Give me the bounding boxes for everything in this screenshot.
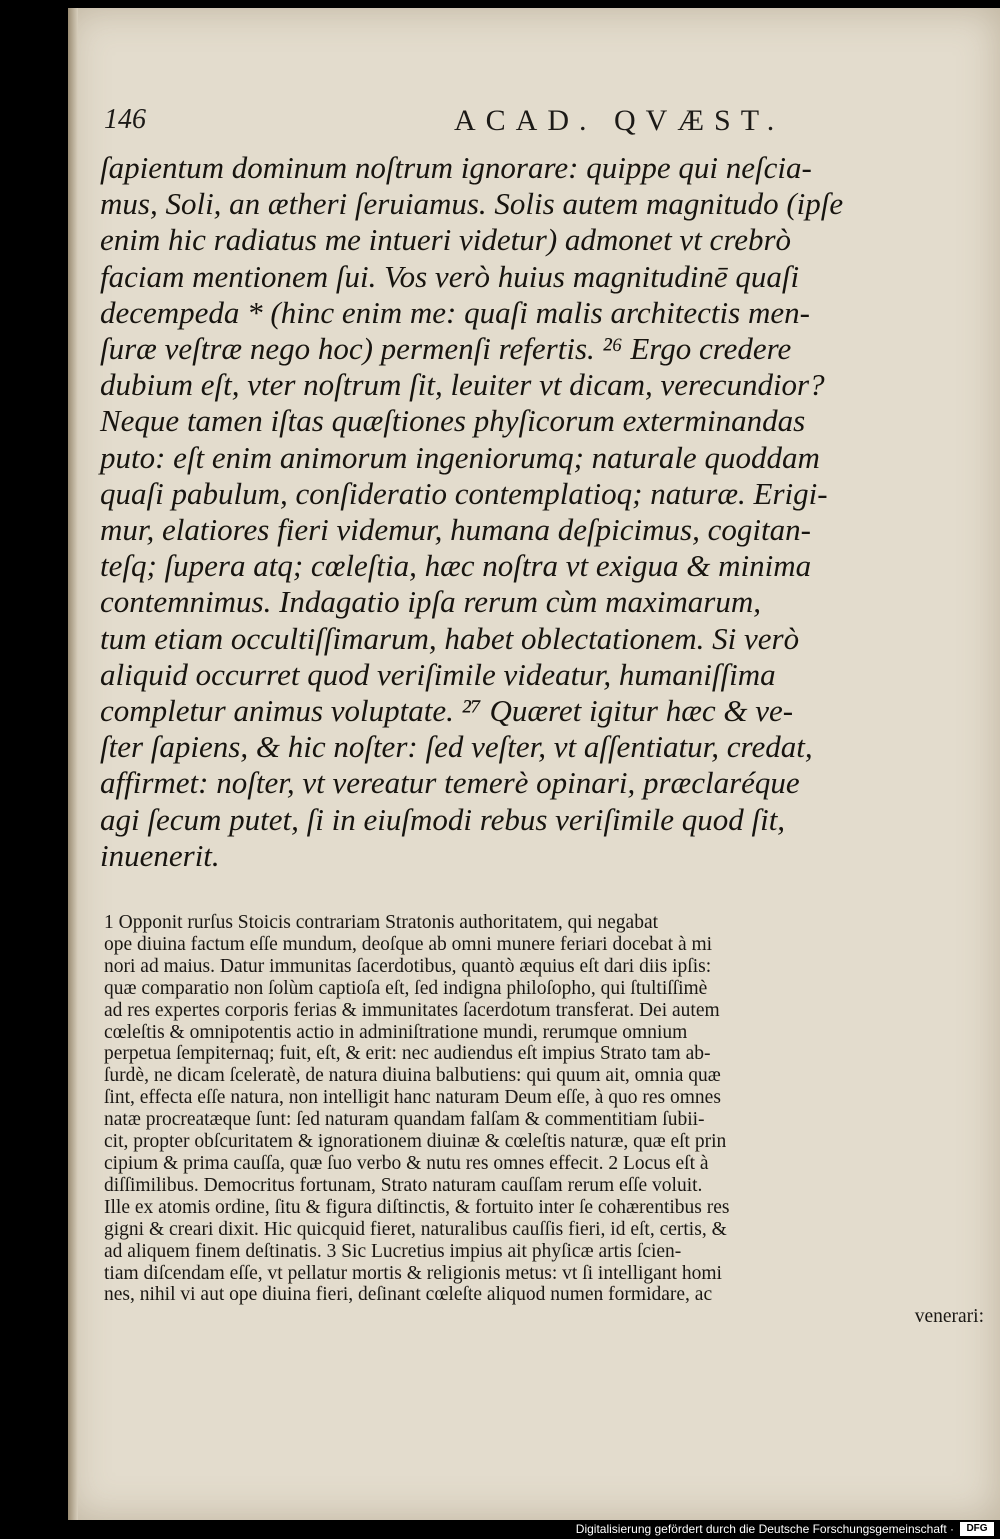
text-line: inuenerit. (100, 837, 220, 873)
main-text (100, 150, 980, 874)
text-line: ſuræ veſtræ nego hoc) permenſi refertis. ²⁶ Ergo credere (100, 331, 792, 367)
note-line: cipium & prima cauſſa, quæ ſuo verbo & nutu res omnes effecit. 2 Locus eſt à (104, 1152, 709, 1174)
page-edge (68, 8, 78, 1520)
text-line: faciam mentionem ſui. Vos verò huius magnitudinē quaſi (100, 258, 800, 294)
text-line: completur animus voluptate. ²⁷ Quæret igitur hæc & ve- (100, 693, 794, 729)
text-line: Neque tamen iſtas quæſtiones phyſicorum exterminandas (100, 403, 806, 439)
running-head: ACAD. QVÆST. (454, 104, 785, 137)
note-line: cœleſtis & omnipotentis actio in adminiſtratione mundi, rerumque omnium (104, 1021, 688, 1043)
text-line: mur, elatiores fieri videmur, humana deſpicimus, cogitan- (100, 512, 811, 548)
page-header (104, 104, 824, 144)
dfg-logo: DFG (960, 1522, 994, 1536)
funding-credit: Digitalisierung gefördert durch die Deutsche Forschungsgemeinschaft · (575, 1522, 954, 1536)
commentary-notes (104, 912, 984, 1328)
note-line: ſurdè, ne dicam ſceleratè, de natura diuina balbutiens: qui quum ait, omnia quæ (104, 1065, 721, 1087)
text-line: teſq; ſupera atq; cœleſtia, hæc noſtra vt exigua & minima (100, 548, 812, 584)
text-line: ſter ſapiens, & hic noſter: ſed veſter, vt aſſentiatur, credat, (100, 729, 813, 765)
page-number: 146 (104, 104, 146, 135)
note-line: ad res expertes corporis ferias & immunitates ſacerdotum transferat. Dei autem (104, 999, 720, 1021)
note-line: nori ad maius. Datur immunitas ſacerdotibus, quantò æquius eſt dari diis ipſis: (104, 955, 712, 977)
digitization-footer (0, 1520, 1000, 1539)
text-line: agi ſecum putet, ſi in eiuſmodi rebus veriſimile quod ſit, (100, 801, 786, 837)
text-line: enim hic radiatus me intueri videtur) admonet vt crebrò (100, 222, 792, 258)
note-line: ope diuina factum eſſe mundum, deoſque ab omni munere feriari docebat à mi (104, 933, 713, 955)
text-line: puto: eſt enim animorum ingeniorumq; naturale quoddam (100, 439, 820, 475)
note-line: cit, propter obſcuritatem & ignorationem diuinæ & cœleſtis naturæ, quæ eſt prin (104, 1131, 727, 1153)
note-line: diſſimilibus. Democritus fortunam, Strato naturam cauſſam rerum eſſe voluit. (104, 1174, 703, 1196)
text-line: contemnimus. Indagatio ipſa rerum cùm maximarum, (100, 584, 761, 620)
note-line: perpetua ſempiternaq; fuit, eſt, & erit: nec audiendus eſt impius Strato tam ab- (104, 1043, 711, 1065)
text-line: affirmet: noſter, vt vereatur temerè opinari, præclaréque (100, 765, 800, 801)
text-line: mus, Soli, an ætheri ſeruiamus. Solis autem magnitudo (ipſe (100, 186, 844, 222)
note-line: quæ comparatio non ſolùm captioſa eſt, ſed indigna philoſopho, qui ſtultiſſimè (104, 977, 708, 999)
text-line: ſapientum dominum noſtrum ignorare: quippe qui neſcia- (100, 150, 812, 185)
note-line: Ille ex atomis ordine, ſitu & figura diſtinctis, & fortuito inter ſe cohærentibus res (104, 1196, 730, 1218)
catchword: venerari: (914, 1306, 984, 1328)
text-line: tum etiam occultiſſimarum, habet oblectationem. Si verò (100, 620, 800, 656)
text-line: decempeda * (hinc enim me: quaſi malis architectis men- (100, 294, 810, 330)
note-line: nes, nihil vi aut ope diuina fieri, deſinant cœleſte aliquod numen formidare, ac (104, 1284, 713, 1306)
note-line: ſint, effecta eſſe natura, non intelligit hanc naturam Deum eſſe, à quo res omnes (104, 1087, 721, 1109)
note-line: ad aliquem finem deſtinatis. 3 Sic Lucretius impius ait phyſicæ artis ſcien- (104, 1240, 682, 1262)
text-line: dubium eſt, vter noſtrum ſit, leuiter vt dicam, verecundior? (100, 367, 825, 403)
text-line: quaſi pabulum, conſideratio contemplatioq; naturæ. Erigi- (100, 475, 828, 511)
note-line: tiam diſcendam eſſe, vt pellatur mortis & religionis metus: vt ſi intelligant homi (104, 1262, 722, 1284)
note-line: natæ procreatæque ſunt: ſed naturam quandam falſam & commentitiam ſubii- (104, 1109, 705, 1131)
text-line: aliquid occurret quod veriſimile videatur, humaniſſima (100, 656, 776, 692)
note-line: 1 Opponit rurſus Stoicis contrariam Stratonis authoritatem, qui negabat (104, 912, 659, 933)
note-line: gigni & creari dixit. Hic quicquid fieret, naturalibus cauſſis fieri, id eſt, certis, & (104, 1218, 727, 1240)
